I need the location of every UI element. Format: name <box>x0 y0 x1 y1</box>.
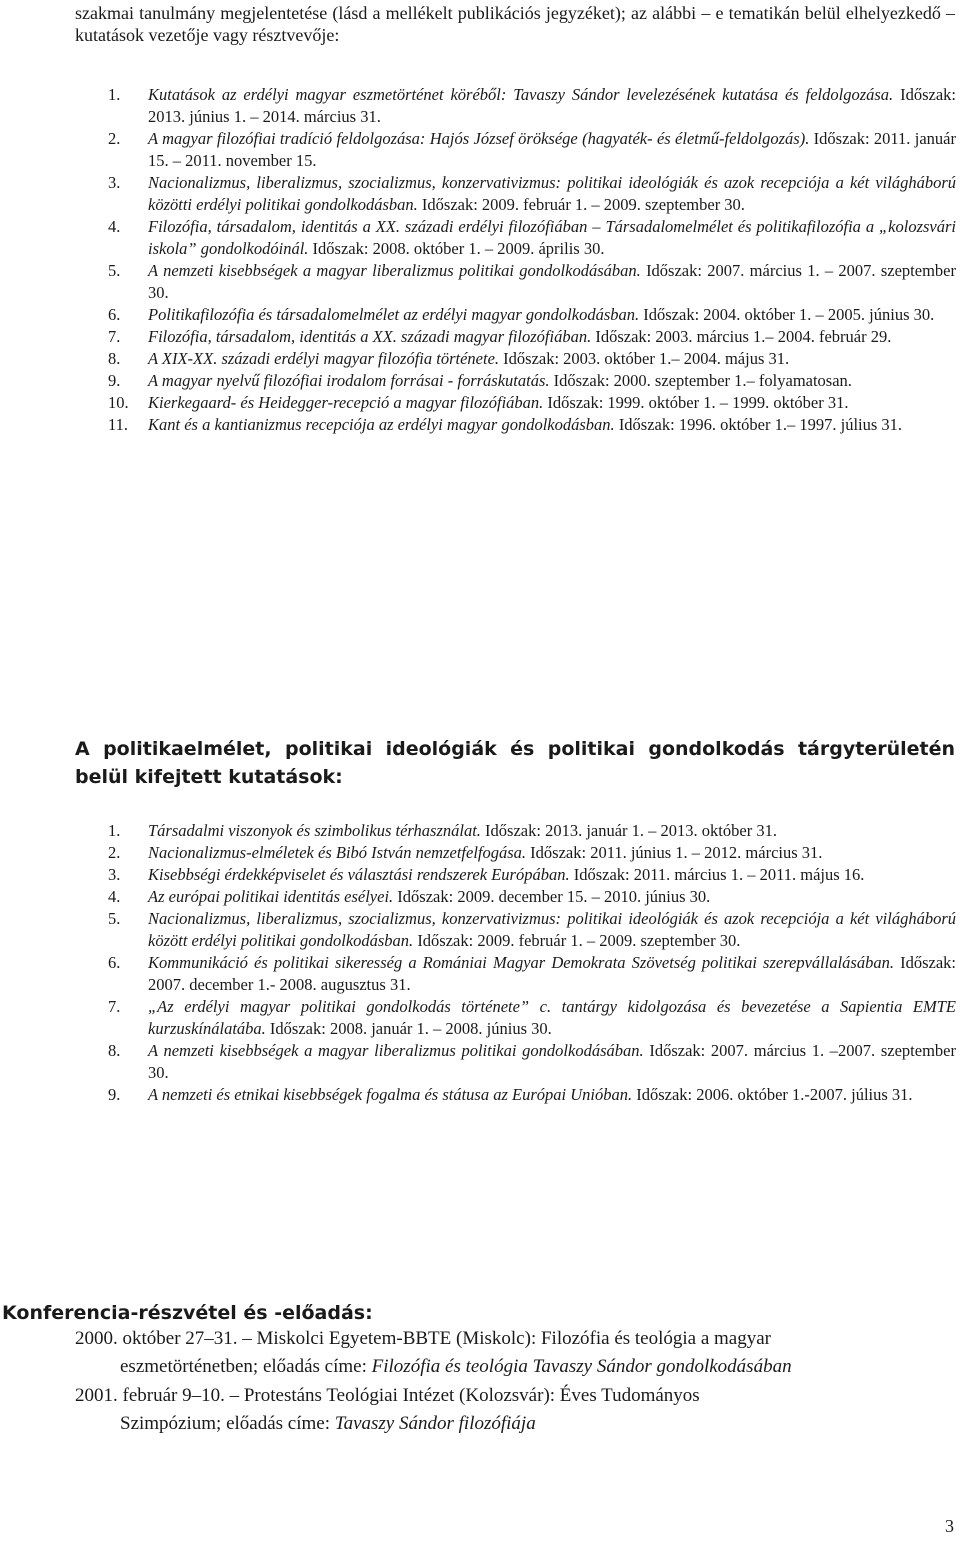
conference-lecture-title: Filozófia és teológia Tavaszy Sándor gondolkodásában <box>371 1356 792 1377</box>
item-number: 11. <box>108 415 129 434</box>
item-number: 5. <box>108 909 121 928</box>
list-item <box>108 128 956 172</box>
item-period: Időszak: 2013. január 1. – 2013. október 31. <box>480 821 777 840</box>
item-number: 2. <box>108 129 121 148</box>
conference-detail <box>75 1410 955 1438</box>
research-list-philosophy <box>108 84 956 436</box>
conference-entry <box>75 1325 955 1381</box>
list-item <box>108 172 956 216</box>
item-number: 4. <box>108 217 121 236</box>
item-period: Időszak: 2003. október 1.– 2004. május 31. <box>499 349 790 368</box>
list-item <box>108 886 956 908</box>
item-period: Időszak: 2013. június 1. – 2014. március 31. <box>148 85 956 126</box>
item-number: 1. <box>108 821 121 840</box>
item-title: Kisebbségi érdekképviselet és választási rendszerek Európában. <box>148 865 570 884</box>
item-title: A nemzeti és etnikai kisebbségek fogalma és státusa az Európai Unióban. <box>148 1085 633 1104</box>
item-title: Társadalmi viszonyok és szimbolikus térhasználat. <box>148 821 481 840</box>
list-item <box>108 952 956 996</box>
item-title: Nacionalizmus, liberalizmus, szocializmus, konzervativizmus: politikai ideológiák és azok recepciója a két világháború között erdélyi politikai gondolkodásban. <box>148 909 956 950</box>
item-number: 9. <box>108 1085 121 1104</box>
item-title: Nacionalizmus, liberalizmus, szocializmus, konzervativizmus: politikai ideológiák és azok recepciója a két világháború közötti erdélyi politikai gondolkodásban. <box>148 173 956 214</box>
item-title: Kant és a kantianizmus recepciója az erdélyi magyar gondolkodásban. <box>148 415 615 434</box>
item-number: 8. <box>108 349 121 368</box>
item-title: Az európai politikai identitás esélyei. <box>148 887 394 906</box>
item-period: Időszak: 2011. június 1. – 2012. március 31. <box>526 843 823 862</box>
section-heading-politics: A politikaelmélet, politikai ideológiák és politikai gondolkodás tárgyterületén belül kifejtett kutatások: <box>75 738 955 788</box>
list-item <box>108 1084 956 1106</box>
list-item <box>108 84 956 128</box>
item-title: A magyar filozófiai tradíció feldolgozása: Hajós József öröksége (hagyaték- és életmű-feldolgozás). <box>148 129 810 148</box>
conference-entry <box>75 1382 955 1438</box>
item-number: 3. <box>108 865 121 884</box>
item-period: Időszak: 2003. március 1.– 2004. február 29. <box>591 327 892 346</box>
item-period: Időszak: 2011. január 15. – 2011. november 15. <box>148 129 956 170</box>
conference-lecture-title: Tavaszy Sándor filozófiája <box>334 1413 536 1434</box>
list-item <box>108 820 956 842</box>
item-period: Időszak: 2008. január 1. – 2008. június 30. <box>265 1019 552 1038</box>
item-period: Időszak: 2011. március 1. – 2011. május 16. <box>569 865 865 884</box>
item-period: Időszak: 2007. december 1.- 2008. augusztus 31. <box>148 953 956 994</box>
item-title: Filozófia, társadalom, identitás a XX. századi erdélyi filozófiában – Társadalomelmélet és politikafilozófia a „kolozsvári iskola” gondolkodóinál. <box>148 217 956 258</box>
list-item <box>108 326 956 348</box>
conference-line: 2000. október 27–31. – Miskolci Egyetem-BBTE (Miskolc): Filozófia és teológia a magyar <box>75 1328 772 1349</box>
intro-paragraph: szakmai tanulmány megjelentetése (lásd a mellékelt publikációs jegyzéket); az alábbi – e tematikán belül elhelyezkedő – kutatások vezetője vagy résztvevője: <box>75 3 955 45</box>
list-item <box>108 370 956 392</box>
item-title: „Az erdélyi magyar politikai gondolkodás története” c. tantárgy kidolgozása és bevezetése a Sapientia EMTE kurzuskínálatába. <box>148 997 956 1038</box>
conference-line: 2001. február 9–10. – Protestáns Teológiai Intézet (Kolozsvár): Éves Tudományos <box>75 1385 700 1406</box>
item-title: Kierkegaard- és Heidegger-recepció a magyar filozófiában. <box>148 393 544 412</box>
list-item <box>108 864 956 886</box>
item-number: 8. <box>108 1041 121 1060</box>
item-period: Időszak: 2007. március 1. –2007. szeptember 30. <box>148 1041 956 1082</box>
item-number: 3. <box>108 173 121 192</box>
item-title: Politikafilozófia és társadalomelmélet az erdélyi magyar gondolkodásban. <box>148 305 640 324</box>
item-title: Nacionalizmus-elméletek és Bibó István nemzetfelfogása. <box>148 843 527 862</box>
conference-lecture-label: Szimpózium; előadás címe: <box>120 1413 335 1434</box>
item-period: Időszak: 1996. október 1.– 1997. július 31. <box>614 415 903 434</box>
item-number: 7. <box>108 327 121 346</box>
item-number: 4. <box>108 887 121 906</box>
item-title: Kommunikáció és politikai sikeresség a Romániai Magyar Demokrata Szövetség politikai szerepvállalásában. <box>148 953 894 972</box>
item-number: 6. <box>108 953 121 972</box>
item-period: Időszak: 2006. október 1.-2007. július 31. <box>632 1085 913 1104</box>
item-title: A nemzeti kisebbségek a magyar liberalizmus politikai gondolkodásában. <box>148 1041 644 1060</box>
list-item <box>108 908 956 952</box>
item-number: 1. <box>108 85 121 104</box>
list-item <box>108 260 956 304</box>
item-title: A XIX-XX. századi erdélyi magyar filozófia története. <box>148 349 500 368</box>
item-number: 2. <box>108 843 121 862</box>
item-period: Időszak: 2000. szeptember 1.– folyamatosan. <box>549 371 852 390</box>
item-title: Filozófia, társadalom, identitás a XX. századi magyar filozófiában. <box>148 327 592 346</box>
item-number: 10. <box>108 393 129 412</box>
list-item <box>108 414 956 436</box>
page-number: 3 <box>945 1516 954 1536</box>
item-number: 7. <box>108 997 121 1016</box>
research-list-politics <box>108 820 956 1106</box>
conference-lecture-label: eszmetörténetben; előadás címe: <box>120 1356 372 1377</box>
list-item <box>108 392 956 414</box>
item-period: Időszak: 2009. február 1. – 2009. szeptember 30. <box>417 195 745 214</box>
item-number: 9. <box>108 371 121 390</box>
item-number: 5. <box>108 261 121 280</box>
item-title: A magyar nyelvű filozófiai irodalom forrásai - forráskutatás. <box>148 371 550 390</box>
item-title: Kutatások az erdélyi magyar eszmetörténet köréből: Tavaszy Sándor levelezésének kutatása és feldolgozása. <box>148 85 894 104</box>
list-item <box>108 1040 956 1084</box>
item-title: A nemzeti kisebbségek a magyar liberalizmus politikai gondolkodásában. <box>148 261 641 280</box>
conference-detail <box>75 1353 955 1381</box>
item-period: Időszak: 2008. október 1. – 2009. április 30. <box>308 239 605 258</box>
item-period: Időszak: 2004. október 1. – 2005. június 30. <box>639 305 935 324</box>
list-item <box>108 996 956 1040</box>
list-item <box>108 348 956 370</box>
item-period: Időszak: 2007. március 1. – 2007. szeptember 30. <box>148 261 956 302</box>
item-period: Időszak: 1999. október 1. – 1999. október 31. <box>543 393 849 412</box>
item-period: Időszak: 2009. december 15. – 2010. június 30. <box>393 887 711 906</box>
list-item <box>108 842 956 864</box>
item-period: Időszak: 2009. február 1. – 2009. szeptember 30. <box>413 931 741 950</box>
section-heading-conferences: Konferencia-részvétel és -előadás: <box>2 1302 373 1324</box>
item-number: 6. <box>108 305 121 324</box>
list-item <box>108 216 956 260</box>
list-item <box>108 304 956 326</box>
